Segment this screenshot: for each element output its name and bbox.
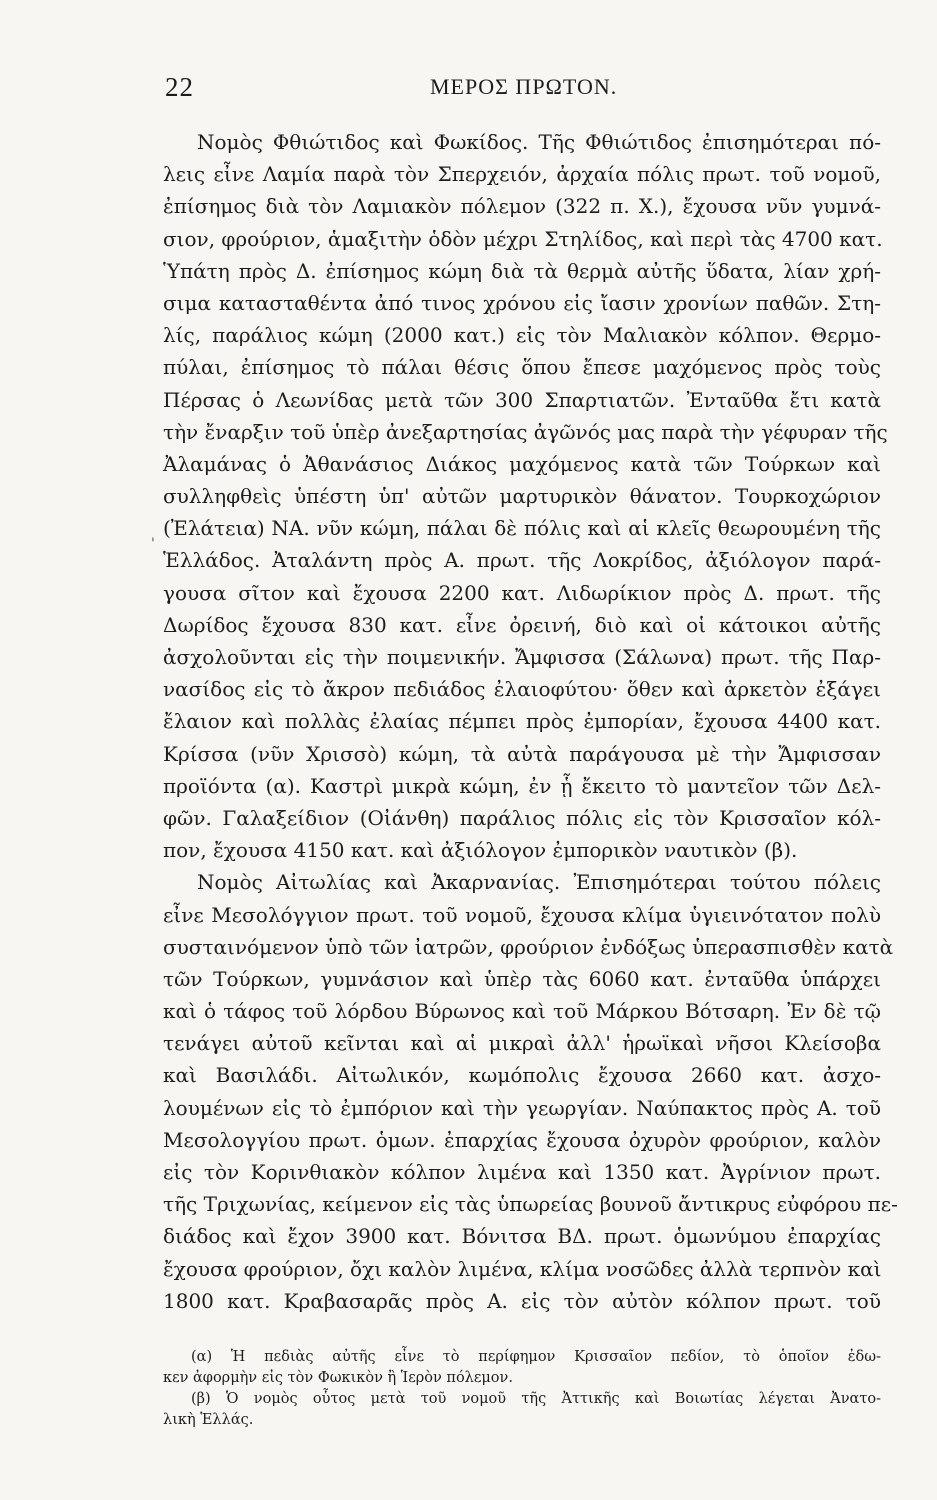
text-line: φῶν. Γαλαξείδιον (Οἰάνθη) παράλιος πόλις εἰς τὸν Κρισσαῖον κόλ- <box>163 805 881 830</box>
footnote-line: (α) Ἡ πεδιὰς αὐτῆς εἶνε τὸ περίφημον Κρισσαῖον πεδίον, τὸ ὁποῖον ἐδω- <box>191 1349 881 1365</box>
text-line: διάδος καὶ ἔχον 3900 κατ. Βόνιτσα ΒΔ. πρωτ. ὁμωνύμου ἐπαρχίας <box>163 1224 881 1249</box>
text-line: πον, ἔχουσα 4150 κατ. καὶ ἀξιόλογον ἐμπορικὸν ναυτικὸν (β). <box>163 838 798 863</box>
text-line: τῶν Τούρκων, γυμνάσιον καὶ ὑπὲρ τὰς 6060 κατ. ἐνταῦθα ὑπάρχει <box>163 966 881 991</box>
text-line: Ἑλλάδος. Ἀταλάντη πρὸς Α. πρωτ. τῆς Λοκρίδος, ἀξιόλογον παρά- <box>163 548 881 573</box>
text-line: ἀσχολοῦνται εἰς τὴν ποιμενικήν. Ἄμφισσα (Σάλωνα) πρωτ. τῆς Παρ- <box>163 645 881 669</box>
text-line: τενάγει αὐτοῦ κεῖνται καὶ αἱ μικραὶ ἀλλ' ἡρωϊκαὶ νῆσοι Κλείσοβα <box>163 1031 881 1056</box>
text-line: νασίδος εἰς τὸ ἄκρον πεδιάδος ἐλαιοφύτου· ὅθεν καὶ ἀρκετὸν ἐξάγει <box>163 677 881 702</box>
text-line: 1800 κατ. Κραβασαρᾶς πρὸς Α. εἰς τὸν αὐτὸν κόλπον πρωτ. τοῦ <box>163 1288 881 1313</box>
running-head: ΜΕΡΟΣ ΠΡΩΤΟΝ. <box>430 74 618 99</box>
text-line: συσταινόμενον ὑπὸ τῶν ἰατρῶν, φρούριον ἐνδόξως ὑπερασπισθὲν κατὰ <box>163 934 894 959</box>
text-line: καὶ Βασιλάδι. Αἰτωλικόν, κωμόπολις ἔχουσα 2660 κατ. ἀσχο- <box>163 1063 881 1088</box>
text-line: ἔλαιον καὶ πολλὰς ἐλαίας πέμπει πρὸς ἐμπορίαν, ἔχουσα 4400 κατ. <box>163 709 881 734</box>
text-line: Ἀλαμάνας ὁ Ἀθανάσιος Διάκος μαχόμενος κατὰ τῶν Τούρκων καὶ <box>163 451 881 476</box>
footnote-line: (β) Ὁ νομὸς οὗτος μετὰ τοῦ νομοῦ τῆς Ἀττικῆς καὶ Βοιωτίας λέγεται Ἀνατο- <box>191 1391 881 1407</box>
text-line: (Ἐλάτεια) ΝΑ. νῦν κώμη, πάλαι δὲ πόλις καὶ αἱ κλεῖς θεωρουμένη τῆς <box>163 516 881 541</box>
text-line: προϊόντα (α). Καστρὶ μικρὰ κώμη, ἐν ᾗ ἔκειτο τὸ μαντεῖον τῶν Δελ- <box>163 773 881 798</box>
text-line: πύλαι, ἐπίσημος τὸ πάλαι θέσις ὅπου ἔπεσε μαχόμενος πρὸς τοὺς <box>163 355 881 380</box>
text-line: λεις εἶνε Λαμία παρὰ τὸν Σπερχειόν, ἀρχαία πόλις πρωτ. τοῦ νομοῦ, <box>163 162 881 187</box>
text-line: Κρίσσα (νῦν Χρισσὸ) κώμη, τὰ αὐτὰ παράγουσα μὲ τὴν Ἄμφισσαν <box>163 741 881 766</box>
text-line: σιμα κατασταθέντα ἀπό τινος χρόνου εἰς ἴασιν χρονίων παθῶν. Στη- <box>163 290 881 315</box>
text-line: Δωρίδος ἔχουσα 830 κατ. εἶνε ὀρεινή, διὸ καὶ οἱ κάτοικοι αὐτῆς <box>163 612 881 637</box>
text-line: Μεσολογγίου πρωτ. ὁμων. ἐπαρχίας ἔχουσα ὀχυρὸν φρούριον, καλὸν <box>163 1127 881 1152</box>
margin-mark: ' <box>151 536 155 552</box>
text-line: λουμένων εἰς τὸ ἐμπόριον καὶ τὴν γεωργίαν. Ναύπακτος πρὸς Α. τοῦ <box>163 1095 881 1120</box>
footnote-line: κεν ἀφορμὴν εἰς τὸν Φωκικὸν ἢ Ἱερὸν πόλεμον. <box>163 1370 513 1386</box>
text-line: καὶ ὁ τάφος τοῦ λόρδου Βύρωνος καὶ τοῦ Μάρκου Βότσαρη. Ἐν δὲ τῷ <box>163 999 881 1024</box>
text-line: ἐπίσημος διὰ τὸν Λαμιακὸν πόλεμον (322 π. Χ.), ἔχουσα νῦν γυμνά- <box>163 194 881 219</box>
body-text <box>163 126 898 1317</box>
text-line: Πέρσας ὁ Λεωνίδας μετὰ τῶν 300 Σπαρτιατῶν. Ἐνταῦθα ἔτι κατὰ <box>163 387 881 412</box>
text-line: εἶνε Μεσολόγγιον πρωτ. τοῦ νομοῦ, ἔχουσα κλίμα ὑγιεινότατον πολὺ <box>163 902 881 927</box>
footnote-line: λικὴ Ἑλλάς. <box>163 1412 254 1428</box>
page-header <box>165 72 880 112</box>
text-line: τῆς Τριχωνίας, κείμενον εἰς τὰς ὑπωρείας βουνοῦ ἄντικρυς εὐφόρου πε- <box>163 1192 898 1217</box>
text-line: λίς, παράλιος κώμη (2000 κατ.) εἰς τὸν Μαλιακὸν κόλπον. Θερμο- <box>163 323 881 348</box>
text-line: σιον, φρούριον, ἁμαξιτὴν ὁδὸν μέχρι Στηλίδος, καὶ περὶ τὰς 4700 κατ. <box>163 226 883 251</box>
text-line: τὴν ἔναρξιν τοῦ ὑπὲρ ἀνεξαρτησίας ἀγῶνός μας παρὰ τὴν γέφυραν τῆς <box>163 419 888 444</box>
text-line: συλληφθεὶς ὑπέστη ὑπ' αὐτῶν μαρτυρικὸν θάνατον. Τουρκοχώριον <box>163 484 881 509</box>
text-line: Νομὸς Αἰτωλίας καὶ Ἀκαρνανίας. Ἐπισημότεραι τούτου πόλεις <box>197 870 881 895</box>
page-number: 22 <box>165 72 194 102</box>
text-line: εἰς τὸν Κορινθιακὸν κόλπον λιμένα καὶ 1350 κατ. Ἀγρίνιον πρωτ. <box>163 1160 881 1184</box>
text-line: Νομὸς Φθιώτιδος καὶ Φωκίδος. Τῆς Φθιώτιδος ἐπισημότεραι πό- <box>197 130 881 154</box>
text-line: ἔχουσα φρούριον, ὄχι καλὸν λιμένα, κλίμα νοσῶδες ἀλλὰ τερπνὸν καὶ <box>163 1256 882 1281</box>
text-line: Ὑπάτη πρὸς Δ. ἐπίσημος κώμη διὰ τὰ θερμὰ αὐτῆς ὕδατα, λίαν χρή- <box>163 258 881 283</box>
text-line: γουσα σῖτον καὶ ἔχουσα 2200 κατ. Λιδωρίκιον πρὸς Δ. πρωτ. τῆς <box>163 580 881 605</box>
footnotes <box>163 1347 881 1431</box>
